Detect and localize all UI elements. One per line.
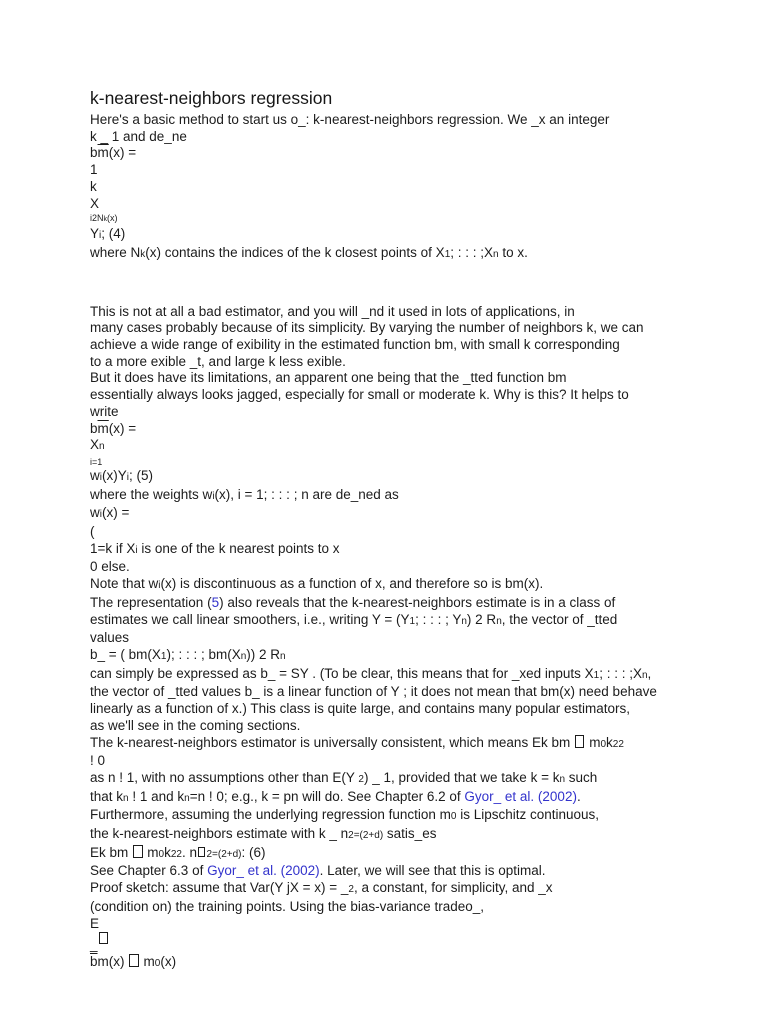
text-run: 2=(2+d) [206,848,242,860]
text-run: ; (5) [128,467,153,483]
doc-line [90,932,740,954]
text-run: n [280,650,286,662]
text-run: estimates we call linear smoothers, i.e., writing Y = (Y [90,611,410,627]
doc-line [90,630,740,647]
text-run: satis_es [383,826,437,842]
doc-line [90,845,740,864]
doc-line [90,701,740,718]
text-run: k _ 1 and de_ne [90,128,187,144]
doc-line [90,245,740,264]
text-run: ! 1 and k [128,788,185,804]
text-run: The representation ( [90,594,212,610]
missing-glyph-box [129,954,139,967]
doc-line [90,468,740,487]
text-run: can simply be expressed as b_ = SY . (To be clear, this means that for _xed inputs X [90,665,594,681]
doc-line [90,576,740,595]
doc-line [90,916,740,933]
text-run: =n ! 0; e.g., k = pn will do. See Chapter 6.2 of [189,788,465,804]
doc-line [90,162,740,179]
text-run: w [90,467,100,483]
text-run: Note that w [90,576,159,592]
doc-line [90,612,740,631]
text-run: (x) = [108,420,137,436]
text-run: 0 else. [90,559,130,575]
text-run: ) _ 1, provided that we take k = k [363,769,560,785]
doc-line [90,789,740,808]
text-run: m [143,844,159,860]
doc-line [90,735,740,754]
text-run: ) 2 R [466,611,497,627]
doc-line [90,753,740,770]
text-run: : (6) [241,844,266,860]
text-run: k [140,248,146,260]
doc-line [90,437,740,456]
text-run: achieve a wide range of exibility in the estimated function bm, with small k corresponding [90,337,620,353]
text-run: n [493,248,499,260]
text-run: $\overline{m}$ [97,420,109,436]
missing-glyph-box [575,735,585,748]
text-run: i [99,471,102,483]
doc-line [90,880,740,899]
text-run: The k-nearest-neighbors estimator is universally consistent, which means Ek bm [90,734,574,750]
text-run: b [90,145,98,161]
text-run: b_ = ( bm(X [90,646,161,662]
text-run: such [565,769,598,785]
text-run: ! 0 [90,753,106,769]
text-run: i [99,509,102,521]
text-run: n [496,615,502,627]
text-run: i=1 [90,456,103,467]
text-run: where the weights w [90,486,213,502]
text-run: But it does have its limitations, an apparent one being that the _tted function bm [90,370,567,386]
text-run: 22 [170,848,182,860]
text-run: n [184,792,190,804]
text-run: . n [181,844,197,860]
text-run: k [606,734,613,750]
doc-line [90,179,740,196]
doc-line [90,404,740,421]
text-run: , the vector of _tted [501,611,618,627]
text-run: 0 [600,738,607,750]
text-run: (x) [107,213,118,224]
text-run: 2=(2+d) [348,830,384,842]
text-run: 2 [348,884,354,896]
text-run: E [90,915,100,931]
text-run: (x)Y [101,467,127,483]
text-run: (x) is discontinuous as a function of x, and therefore so is bm(x). [160,576,544,592]
doc-line [90,863,740,880]
citation-link[interactable]: Gyor_ et al. [464,788,535,804]
text-run: Ek bm [90,844,133,860]
text-run: that k [90,788,124,804]
doc-line [90,456,740,468]
content-gap [90,264,740,304]
text-run: i [135,544,138,556]
doc-line [90,354,740,371]
doc-line [90,145,740,162]
text-run: 0 [158,848,165,860]
text-run: is one of the k nearest points to x [137,540,340,556]
doc-line [90,112,740,129]
text-run: write [90,403,119,419]
text-run: n [461,615,467,627]
doc-line [90,718,740,735]
missing-glyph-box [198,847,206,857]
text-run: ; : : : ;X [450,244,494,260]
text-run: ; : : : ; Y [415,611,462,627]
doc-line [90,684,740,701]
doc-line [90,899,740,916]
doc-line [90,421,740,438]
text-run: $\overline{m}$ [97,145,109,161]
text-run: 22 [612,738,624,750]
text-run: i2N [90,213,104,224]
citation-link[interactable]: Gyor_ et al. [207,863,277,879]
text-run: b [90,420,98,436]
doc-line [90,505,740,524]
text-run: 1 [160,650,167,662]
doc-line [90,954,740,973]
text-run: (x) contains the indices of the k closest points of X [145,244,445,260]
missing-glyph-box [133,845,143,858]
text-run: X [90,437,100,453]
section-title [90,84,740,112]
doc-line [90,666,740,685]
text-run: Furthermore, assuming the underlying regression function m [90,807,451,823]
text-run: (x) = [101,505,130,521]
doc-line [90,595,740,612]
doc-line [90,826,740,845]
doc-line [90,320,740,337]
text-run: i [126,471,129,483]
text-run: to x. [498,244,528,260]
text-run: k [90,178,97,194]
text-run: ; (4) [101,226,126,242]
doc-line [90,807,740,826]
text-run: 1 [444,248,451,260]
text-run: n [99,441,105,453]
text-run: n [240,650,247,662]
text-run: 0 [154,957,161,969]
text-run: as we'll see in the coming sections. [90,717,301,733]
text-run: , [647,665,652,681]
text-run: (x), i = 1; : : : ; n are de_ned as [214,486,399,502]
text-run: k [164,844,171,860]
text-run: (condition on) the training points. Using the bias-variance tradeo_, [90,898,484,914]
text-run: essentially always looks jagged, especially for small or moderate k. Why is this? It helps to [90,387,629,403]
text-run: ; : : : ;X [599,665,642,681]
text-run: k-nearest-neighbors regression [90,88,333,108]
text-run: , a constant, for simplicity, and _x [353,880,553,896]
text-run: i [99,230,102,242]
text-run: m [585,734,601,750]
text-run: See Chapter 6.3 of [90,863,208,879]
doc-line [90,337,740,354]
doc-line [90,226,740,245]
text-run: ); : : : ; bm(X [166,646,241,662]
text-run: (x) [160,953,177,969]
text-run: 1 [409,615,416,627]
doc-line [90,370,740,387]
doc-line [90,524,740,541]
doc-line [90,487,740,506]
text-run: n [641,669,648,681]
text-run: i [158,580,161,592]
citation-link[interactable]: (2002) [537,788,577,804]
doc-line [90,212,740,226]
text-run: m [139,953,155,969]
text-run: This is not at all a bad estimator, and you will _nd it used in lots of applications, in [90,303,575,319]
text-run: as n ! 1, with no assumptions other than E(Y [90,769,359,785]
doc-line [90,647,740,666]
text-run: . [576,788,581,804]
text-run: where N [90,244,141,260]
missing-glyph-box [99,932,108,944]
doc-line [90,387,740,404]
text-run: the vector of _tted values b_ is a linear function of Y ; it does not mean that bm(x) need behave [90,684,657,700]
text-run: (x) = [108,145,137,161]
text-run: _ [90,937,98,953]
text-run: ) also reveals that the k-nearest-neighbors estimate is in a class of [219,594,616,610]
text-run: many cases probably because of its simplicity. By varying the number of neighbors k, we can [90,320,644,336]
document-page-content [90,84,740,973]
text-run: m(x) [97,953,129,969]
text-run: linearly as a function of x.) This class is quite large, and contains many popular estimators, [90,701,631,717]
text-run: 0 [450,811,457,823]
text-run: . Later, we will see that this is optimal. [319,863,546,879]
text-run: 1 [90,162,98,178]
text-run: n [559,773,566,785]
citation-link[interactable]: (2002) [280,863,320,879]
doc-line [90,559,740,576]
text-run: Here's a basic method to start us o_: k-nearest-neighbors regression. We _x an integer [90,112,610,127]
doc-line [90,541,740,560]
text-run: 1 [593,669,600,681]
text-run: the k-nearest-neighbors estimate with k _ n [90,826,349,842]
text-run: n [123,792,129,804]
text-run: 2 [358,773,364,785]
text-run: 1=k if X [90,540,136,556]
text-run: w [90,505,100,521]
text-run: k [103,216,108,224]
text-run: is Lipschitz continuous, [456,807,600,823]
text-run: to a more exible _t, and large k less exible. [90,353,346,369]
text-run: Proof sketch: assume that Var(Y jX = x) = _ [90,880,349,896]
text-run: $\overline{b}$ [90,953,98,969]
text-run: values [90,630,130,646]
text-run: i [212,490,215,502]
citation-link[interactable]: 5 [211,594,220,610]
doc-line [90,770,740,789]
doc-line [90,196,740,213]
text-run: ( [90,524,95,540]
text-run: )) 2 R [246,646,281,662]
text-run: Y [90,226,100,242]
text-run: X [90,195,100,211]
doc-line [90,304,740,321]
doc-line [90,129,740,146]
